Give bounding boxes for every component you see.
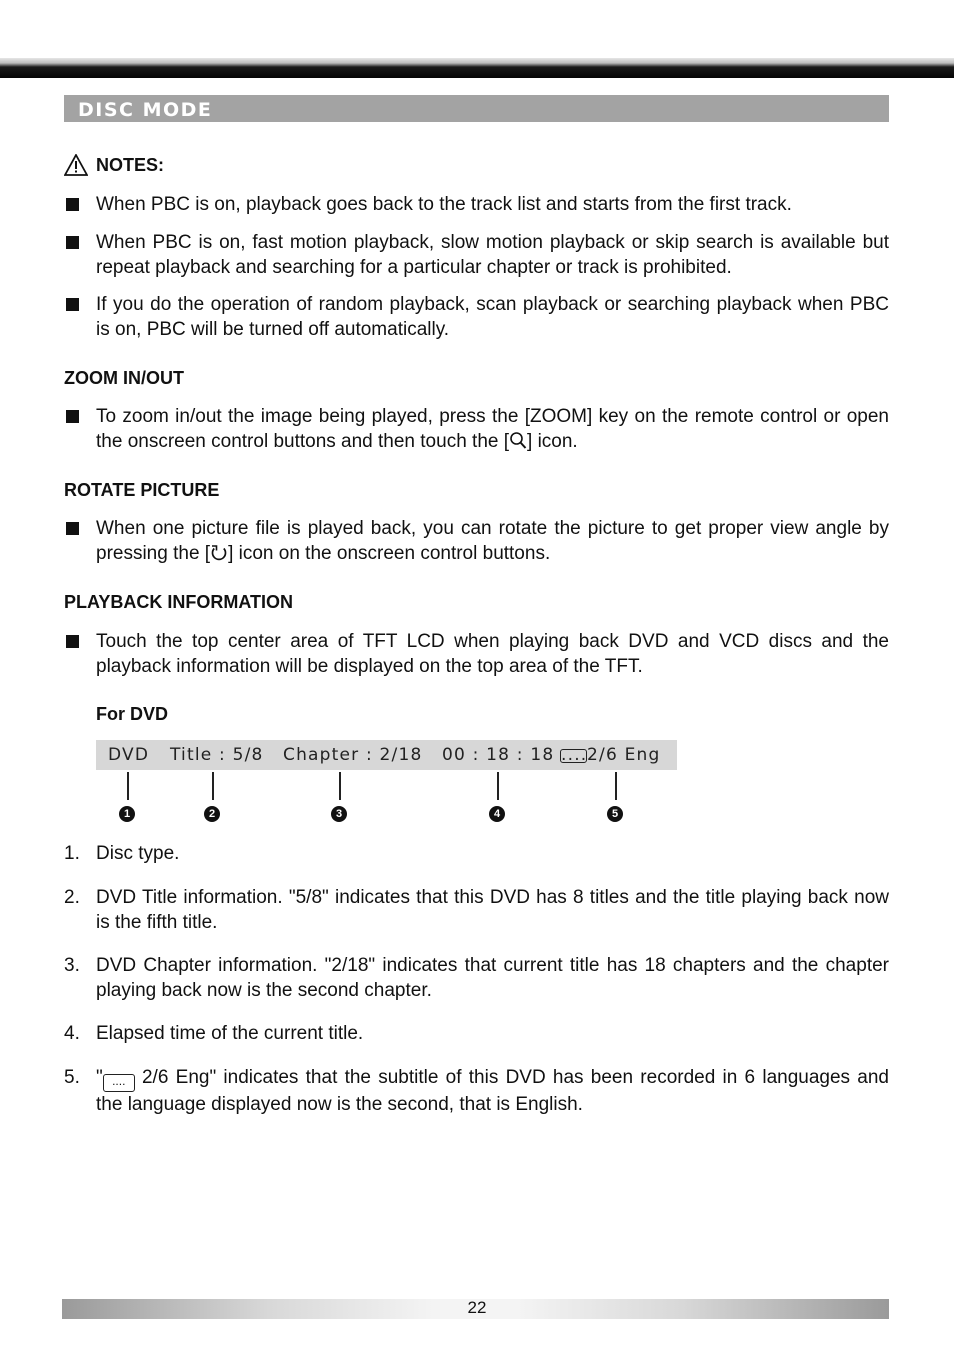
list-item — [64, 1021, 889, 1046]
square-bullet-icon — [66, 522, 79, 535]
square-bullet-icon — [66, 198, 79, 211]
list-item — [64, 841, 889, 866]
note-text: When PBC is on, fast motion playback, slow motion playback or skip search is available but repeat playback and searching for a particular chapter or track is prohibited. — [96, 232, 889, 278]
rotate-text-after: ] icon on the onscreen control buttons. — [228, 543, 551, 564]
square-bullet-icon — [66, 635, 79, 648]
callout-line — [127, 772, 129, 800]
list-number: 5. — [64, 1067, 80, 1088]
list-number: 1. — [64, 843, 80, 864]
chapter-info: Chapter : 2/18 — [283, 745, 423, 765]
quote-open: " — [96, 1067, 103, 1088]
rotate-text-before: When one picture file is played back, you can rotate the picture to get proper view angle by pressing the [ — [96, 518, 889, 564]
rotate-text — [96, 516, 889, 566]
callout-line — [615, 772, 617, 800]
for-dvd-label: For DVD — [96, 704, 168, 724]
zoom-item — [64, 404, 889, 454]
subtitle-icon: .... — [103, 1074, 135, 1092]
note-item — [64, 292, 889, 342]
subtitle-value: 2/6 Eng — [587, 745, 661, 765]
note-text: When PBC is on, playback goes back to the track list and starts from the first track. — [96, 194, 792, 215]
playback-text: Touch the top center area of TFT LCD when playing back DVD and VCD discs and the playback information will be displayed on the top area of the TFT. — [96, 631, 889, 677]
playback-item — [64, 629, 889, 679]
list-item — [64, 1065, 889, 1117]
list-number: 4. — [64, 1023, 80, 1044]
zoom-text-before: To zoom in/out the image being played, press the [ZOOM] key on the remote control or open the onscreen control buttons and then touch the [ — [96, 406, 889, 452]
playback-heading: PLAYBACK INFORMATION — [64, 592, 293, 612]
square-bullet-icon — [66, 236, 79, 249]
rotate-icon — [210, 543, 228, 562]
elapsed-time: 00 : 18 : 18 — [442, 745, 555, 765]
notes-heading — [64, 154, 164, 176]
square-bullet-icon — [66, 410, 79, 423]
warning-triangle-icon — [64, 154, 88, 176]
zoom-heading: ZOOM IN/OUT — [64, 368, 184, 388]
note-item — [64, 230, 889, 280]
callout-line — [339, 772, 341, 800]
list-number: 2. — [64, 887, 80, 908]
top-rule — [0, 58, 954, 78]
dvd-info-bar — [96, 740, 677, 770]
square-bullet-icon — [66, 298, 79, 311]
callout-number: 1 — [119, 806, 135, 822]
notes-label: NOTES: — [96, 154, 165, 175]
list-text: Elapsed time of the current title. — [96, 1023, 364, 1044]
section-header — [64, 95, 889, 122]
callout-number: 2 — [204, 806, 220, 822]
note-item — [64, 192, 889, 217]
callout-number: 3 — [331, 806, 347, 822]
subtitle-icon: .... — [561, 745, 588, 765]
subtitle-info — [560, 745, 660, 765]
note-text: If you do the operation of random playback, scan playback or searching playback when PBC is on, PBC will be turned off automatically. — [96, 294, 889, 340]
list-item — [64, 885, 889, 935]
rotate-heading: ROTATE PICTURE — [64, 480, 220, 500]
zoom-text — [96, 404, 889, 454]
rotate-item — [64, 516, 889, 566]
list-number: 3. — [64, 955, 80, 976]
callout-number: 5 — [607, 806, 623, 822]
page-number: 22 — [467, 1298, 487, 1317]
list-text: DVD Chapter information. "2/18" indicates that current title has 18 chapters and the chapter playing back now is the second chapter. — [96, 955, 889, 1001]
zoom-text-after: ] icon. — [527, 431, 578, 452]
list-item — [64, 953, 889, 1003]
list-text-rest: 2/6 Eng" indicates that the subtitle of this DVD has been recorded in 6 languages and the language displayed now is the second, that is English. — [96, 1067, 889, 1115]
list-text: Disc type. — [96, 843, 180, 864]
callout-line — [497, 772, 499, 800]
section-title: DISC MODE — [78, 99, 213, 121]
disc-type: DVD — [108, 745, 150, 765]
title-info: Title : 5/8 — [170, 745, 264, 765]
magnifier-icon — [509, 431, 527, 450]
callout-number: 4 — [489, 806, 505, 822]
callout-line — [212, 772, 214, 800]
list-text: DVD Title information. "5/8" indicates that this DVD has 8 titles and the title playing back now is the fifth title. — [96, 887, 889, 933]
list-text — [96, 1065, 889, 1117]
